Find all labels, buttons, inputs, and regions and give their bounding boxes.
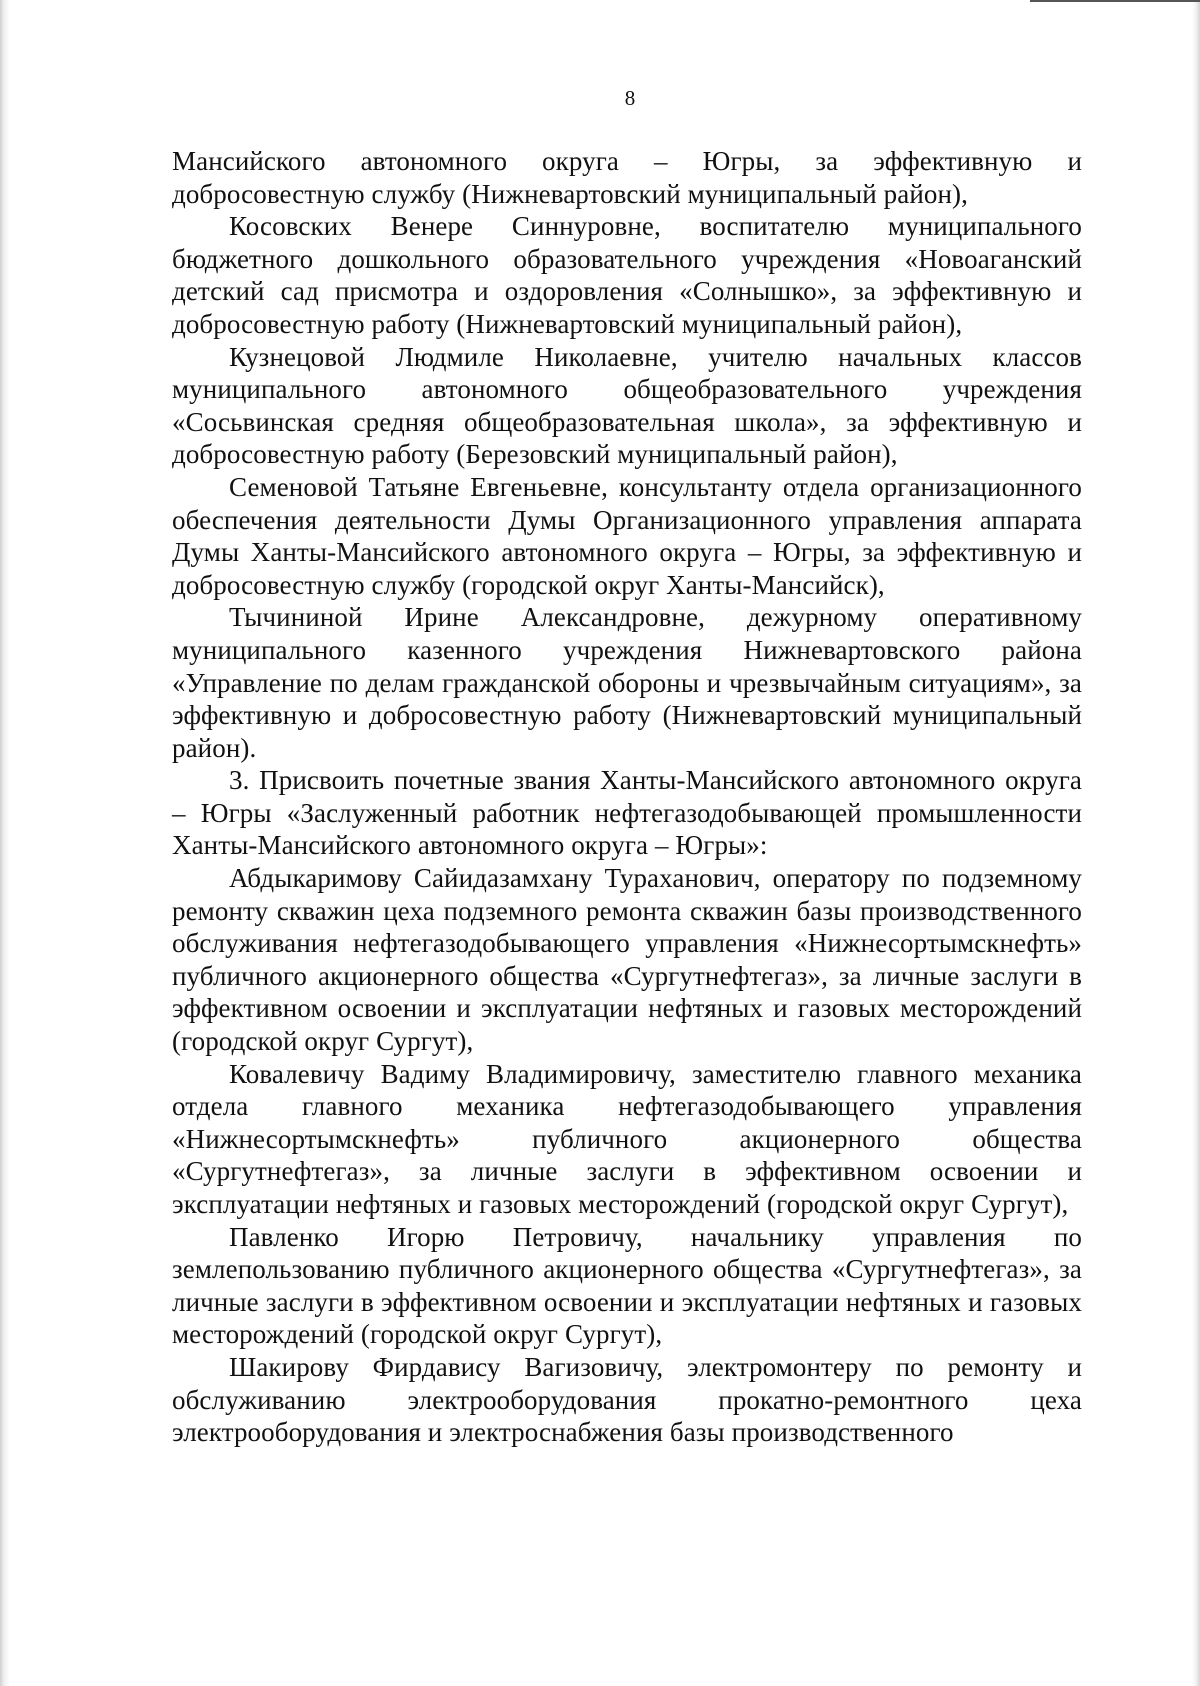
scan-edge-left [0, 0, 10, 1686]
paragraph: Мансийского автономного округа – Югры, за эффективную и добросовестную службу (Нижневартовский муниципальный район), [172, 146, 1082, 209]
top-rule [1030, 0, 1200, 2]
paragraph: Абдыкаримову Сайидазамхану Тураханович, оператору по подземному ремонту скважин цеха подземного ремонта скважин базы производственного обслуживания нефтегазодобывающего управления «Нижнесортымскнефть» публичного акционерного общества «Сургутнефтегаз», за личные заслуги в эффективном освоении и эксплуатации нефтяных и газовых месторождений (городской округ Сургут), [172, 863, 1082, 1057]
paragraph: Кузнецовой Людмиле Николаевне, учителю начальных классов муниципального автономного общеобразовательного учреждения «Сосьвинская средняя общеобразовательная школа», за эффективную и добросовестную работу (Березовский муниципальный район), [172, 341, 1082, 470]
paragraph: Павленко Игорю Петровичу, начальнику управления по землепользованию публичного акционерного общества «Сургутнефтегаз», за личные заслуги в эффективном освоении и эксплуатации нефтяных и газовых месторождений (городской округ Сургут), [172, 1221, 1082, 1350]
paragraph: Шакирову Фирдавису Вагизовичу, электромонтеру по ремонту и обслуживанию электрооборудования прокатно-ремонтного цеха электрооборудования и электроснабжения базы производственного [172, 1351, 1082, 1448]
document-body [172, 145, 1082, 1449]
paragraph: Тычининой Ирине Александровне, дежурному оперативному муниципального казенного учреждения Нижневартовского района «Управление по делам гражданской обороны и чрезвычайным ситуациям», за эффективную и добросовестную работу (Нижневартовский муниципальный район). [172, 602, 1082, 763]
scan-edge-right [1192, 0, 1200, 1686]
paragraph: 3. Присвоить почетные звания Ханты-Мансийского автономного округа – Югры «Заслуженный работник нефтегазодобывающей промышленности Ханты-Мансийского автономного округа – Югры»: [172, 765, 1082, 861]
paragraph: Семеновой Татьяне Евгеньевне, консультанту отдела организационного обеспечения деятельности Думы Организационного управления аппарата Думы Ханты-Мансийского автономного округа – Югры, за эффективную и добросовестную службу (городской округ Ханты-Мансийск), [172, 471, 1082, 600]
paragraph: Косовских Венере Синнуровне, воспитателю муниципального бюджетного дошкольного образовательного учреждения «Новоаганский детский сад присмотра и оздоровления «Солнышко», за эффективную и добросовестную работу (Нижневартовский муниципальный район), [172, 211, 1082, 339]
page-number: 8 [624, 86, 636, 110]
paragraph: Ковалевичу Вадиму Владимировичу, заместителю главного механика отдела главного механика нефтегазодобывающего управления «Нижнесортымскнефть» публичного акционерного общества «Сургутнефтегаз», за личные заслуги в эффективном освоении и эксплуатации нефтяных и газовых месторождений (городской округ Сургут), [172, 1058, 1082, 1219]
